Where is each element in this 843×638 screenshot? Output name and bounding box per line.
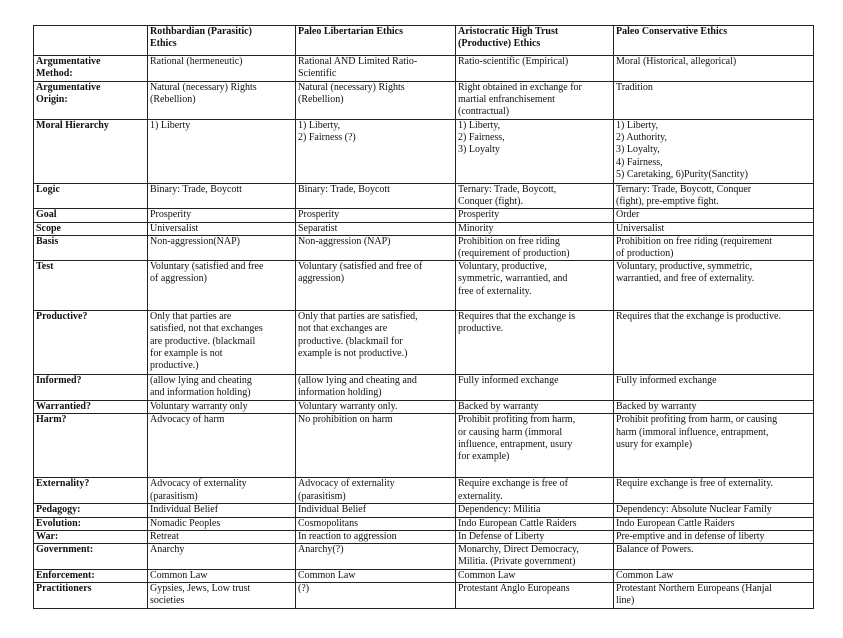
row-label: Warrantied? (34, 401, 148, 414)
table-cell: Common Law (614, 570, 814, 583)
table-cell: Universalist (614, 222, 814, 235)
row-label: Enforcement: (34, 570, 148, 583)
table-cell: Dependency: Absolute Nuclear Family (614, 504, 814, 517)
table-cell: (?) (296, 583, 456, 609)
table-cell: Backed by warranty (614, 401, 814, 414)
table-cell: Common Law (296, 570, 456, 583)
row-label: Practitioners (34, 583, 148, 609)
table-cell: Prohibit profiting from harm, or causing harm (immoral influence, entrapment, usury for example) (456, 414, 614, 478)
row-label: Argumentative Method: (34, 56, 148, 82)
table-row (34, 222, 814, 235)
table-row (34, 375, 814, 401)
table-cell: Requires that the exchange is productive. (614, 311, 814, 375)
table-row (34, 235, 814, 260)
table-row (34, 478, 814, 504)
table-cell: No prohibition on harm (296, 414, 456, 478)
table-row (34, 311, 814, 375)
table-cell: Voluntary (satisfied and free of aggression) (296, 261, 456, 311)
table-row (34, 517, 814, 530)
row-label: Productive? (34, 311, 148, 375)
table-cell: Require exchange is free of externality. (614, 478, 814, 504)
table-cell: Universalist (148, 222, 296, 235)
table-cell: Requires that the exchange is productive. (456, 311, 614, 375)
table-cell: Minority (456, 222, 614, 235)
table-row (34, 544, 814, 570)
table-cell: Voluntary warranty only (148, 401, 296, 414)
header-paleo-libertarian: Paleo Libertarian Ethics (296, 26, 456, 56)
table-cell: Natural (necessary) Rights (Rebellion) (296, 82, 456, 120)
table-cell: Prohibition on free riding (requirement of production) (614, 235, 814, 260)
table-cell: Rational AND Limited Ratio- Scientific (296, 56, 456, 82)
table-cell: Anarchy(?) (296, 544, 456, 570)
table-row (34, 82, 814, 120)
table-row (34, 401, 814, 414)
table-cell: Prosperity (296, 209, 456, 222)
table-cell: Pre-emptive and in defense of liberty (614, 530, 814, 543)
table-cell: Ternary: Trade, Boycott, Conquer (fight), pre-emptive fight. (614, 184, 814, 209)
table-row (34, 530, 814, 543)
table-row (34, 504, 814, 517)
header-aristocratic: Aristocratic High Trust (Productive) Ethics (456, 26, 614, 56)
header-rothbardian: Rothbardian (Parasitic) Ethics (148, 26, 296, 56)
table-cell: Advocacy of externality (parasitism) (148, 478, 296, 504)
table-cell: Tradition (614, 82, 814, 120)
row-label: Argumentative Origin: (34, 82, 148, 120)
table-cell: Order (614, 209, 814, 222)
table-cell: Moral (Historical, allegorical) (614, 56, 814, 82)
table-cell: 1) Liberty, 2) Authority, 3) Loyalty, 4) Fairness, 5) Caretaking, 6)Purity(Sanctity) (614, 120, 814, 184)
table-cell: Individual Belief (296, 504, 456, 517)
row-label: Logic (34, 184, 148, 209)
table-cell: Prohibition on free riding (requirement of production) (456, 235, 614, 260)
table-cell: Fully informed exchange (456, 375, 614, 401)
table-row (34, 120, 814, 184)
row-label: Pedagogy: (34, 504, 148, 517)
row-label: Informed? (34, 375, 148, 401)
header-row (34, 26, 814, 56)
table-cell: Binary: Trade, Boycott (296, 184, 456, 209)
table-cell: In Defense of Liberty (456, 530, 614, 543)
row-label: Test (34, 261, 148, 311)
table-cell: (allow lying and cheating and information holding) (296, 375, 456, 401)
table-cell: Non-aggression(NAP) (148, 235, 296, 260)
table-cell: Common Law (456, 570, 614, 583)
table-cell: Indo European Cattle Raiders (456, 517, 614, 530)
table-cell: Individual Belief (148, 504, 296, 517)
table-cell: Protestant Anglo Europeans (456, 583, 614, 609)
table-cell: Prohibit profiting from harm, or causing harm (immoral influence, entrapment, usury for example) (614, 414, 814, 478)
table-cell: Advocacy of externality (parasitism) (296, 478, 456, 504)
table-cell: Indo European Cattle Raiders (614, 517, 814, 530)
table-cell: Require exchange is free of externality. (456, 478, 614, 504)
table-cell: Voluntary, productive, symmetric, warrantied, and free of externality. (614, 261, 814, 311)
row-label: Moral Hierarchy (34, 120, 148, 184)
ethics-comparison-table (33, 25, 814, 609)
table-row (34, 261, 814, 311)
table-cell: Voluntary (satisfied and free of aggression) (148, 261, 296, 311)
table-cell: Right obtained in exchange for martial enfranchisement (contractual) (456, 82, 614, 120)
table-cell: Separatist (296, 222, 456, 235)
table-cell: Binary: Trade, Boycott (148, 184, 296, 209)
row-label: Externality? (34, 478, 148, 504)
table-row (34, 184, 814, 209)
table-row (34, 570, 814, 583)
table-cell: Gypsies, Jews, Low trust societies (148, 583, 296, 609)
table-cell: 1) Liberty, 2) Fairness (?) (296, 120, 456, 184)
table-cell: In reaction to aggression (296, 530, 456, 543)
row-label: Basis (34, 235, 148, 260)
row-label: Government: (34, 544, 148, 570)
header-corner (34, 26, 148, 56)
table-cell: Dependency: Militia (456, 504, 614, 517)
table-cell: Backed by warranty (456, 401, 614, 414)
row-label: Harm? (34, 414, 148, 478)
table-cell: Anarchy (148, 544, 296, 570)
table-cell: Only that parties are satisfied, not that exchanges are productive. (blackmail for example is not productive.) (148, 311, 296, 375)
table-cell: Prosperity (456, 209, 614, 222)
header-paleo-conservative: Paleo Conservative Ethics (614, 26, 814, 56)
row-label: Evolution: (34, 517, 148, 530)
table-cell: Rational (hermeneutic) (148, 56, 296, 82)
table-cell: Nomadic Peoples (148, 517, 296, 530)
table-cell: (allow lying and cheating and information holding) (148, 375, 296, 401)
table-cell: Voluntary warranty only. (296, 401, 456, 414)
table-cell: Cosmopolitans (296, 517, 456, 530)
table-cell: Balance of Powers. (614, 544, 814, 570)
table-cell: Voluntary, productive, symmetric, warrantied, and free of externality. (456, 261, 614, 311)
table-row (34, 56, 814, 82)
table-cell: Common Law (148, 570, 296, 583)
table-cell: Non-aggression (NAP) (296, 235, 456, 260)
table-cell: Prosperity (148, 209, 296, 222)
table-cell: Monarchy, Direct Democracy, Militia. (Private government) (456, 544, 614, 570)
table-cell: Retreat (148, 530, 296, 543)
table-row (34, 414, 814, 478)
table-row (34, 583, 814, 609)
row-label: Scope (34, 222, 148, 235)
table-row (34, 209, 814, 222)
table-cell: Protestant Northern Europeans (Hanjal line) (614, 583, 814, 609)
table-cell: Fully informed exchange (614, 375, 814, 401)
table-cell: Ternary: Trade, Boycott, Conquer (fight). (456, 184, 614, 209)
table-cell: 1) Liberty, 2) Fairness, 3) Loyalty (456, 120, 614, 184)
table-cell: 1) Liberty (148, 120, 296, 184)
table-cell: Advocacy of harm (148, 414, 296, 478)
row-label: Goal (34, 209, 148, 222)
table-cell: Only that parties are satisfied, not that exchanges are productive. (blackmail for example is not productive.) (296, 311, 456, 375)
row-label: War: (34, 530, 148, 543)
table-cell: Natural (necessary) Rights (Rebellion) (148, 82, 296, 120)
table-cell: Ratio-scientific (Empirical) (456, 56, 614, 82)
